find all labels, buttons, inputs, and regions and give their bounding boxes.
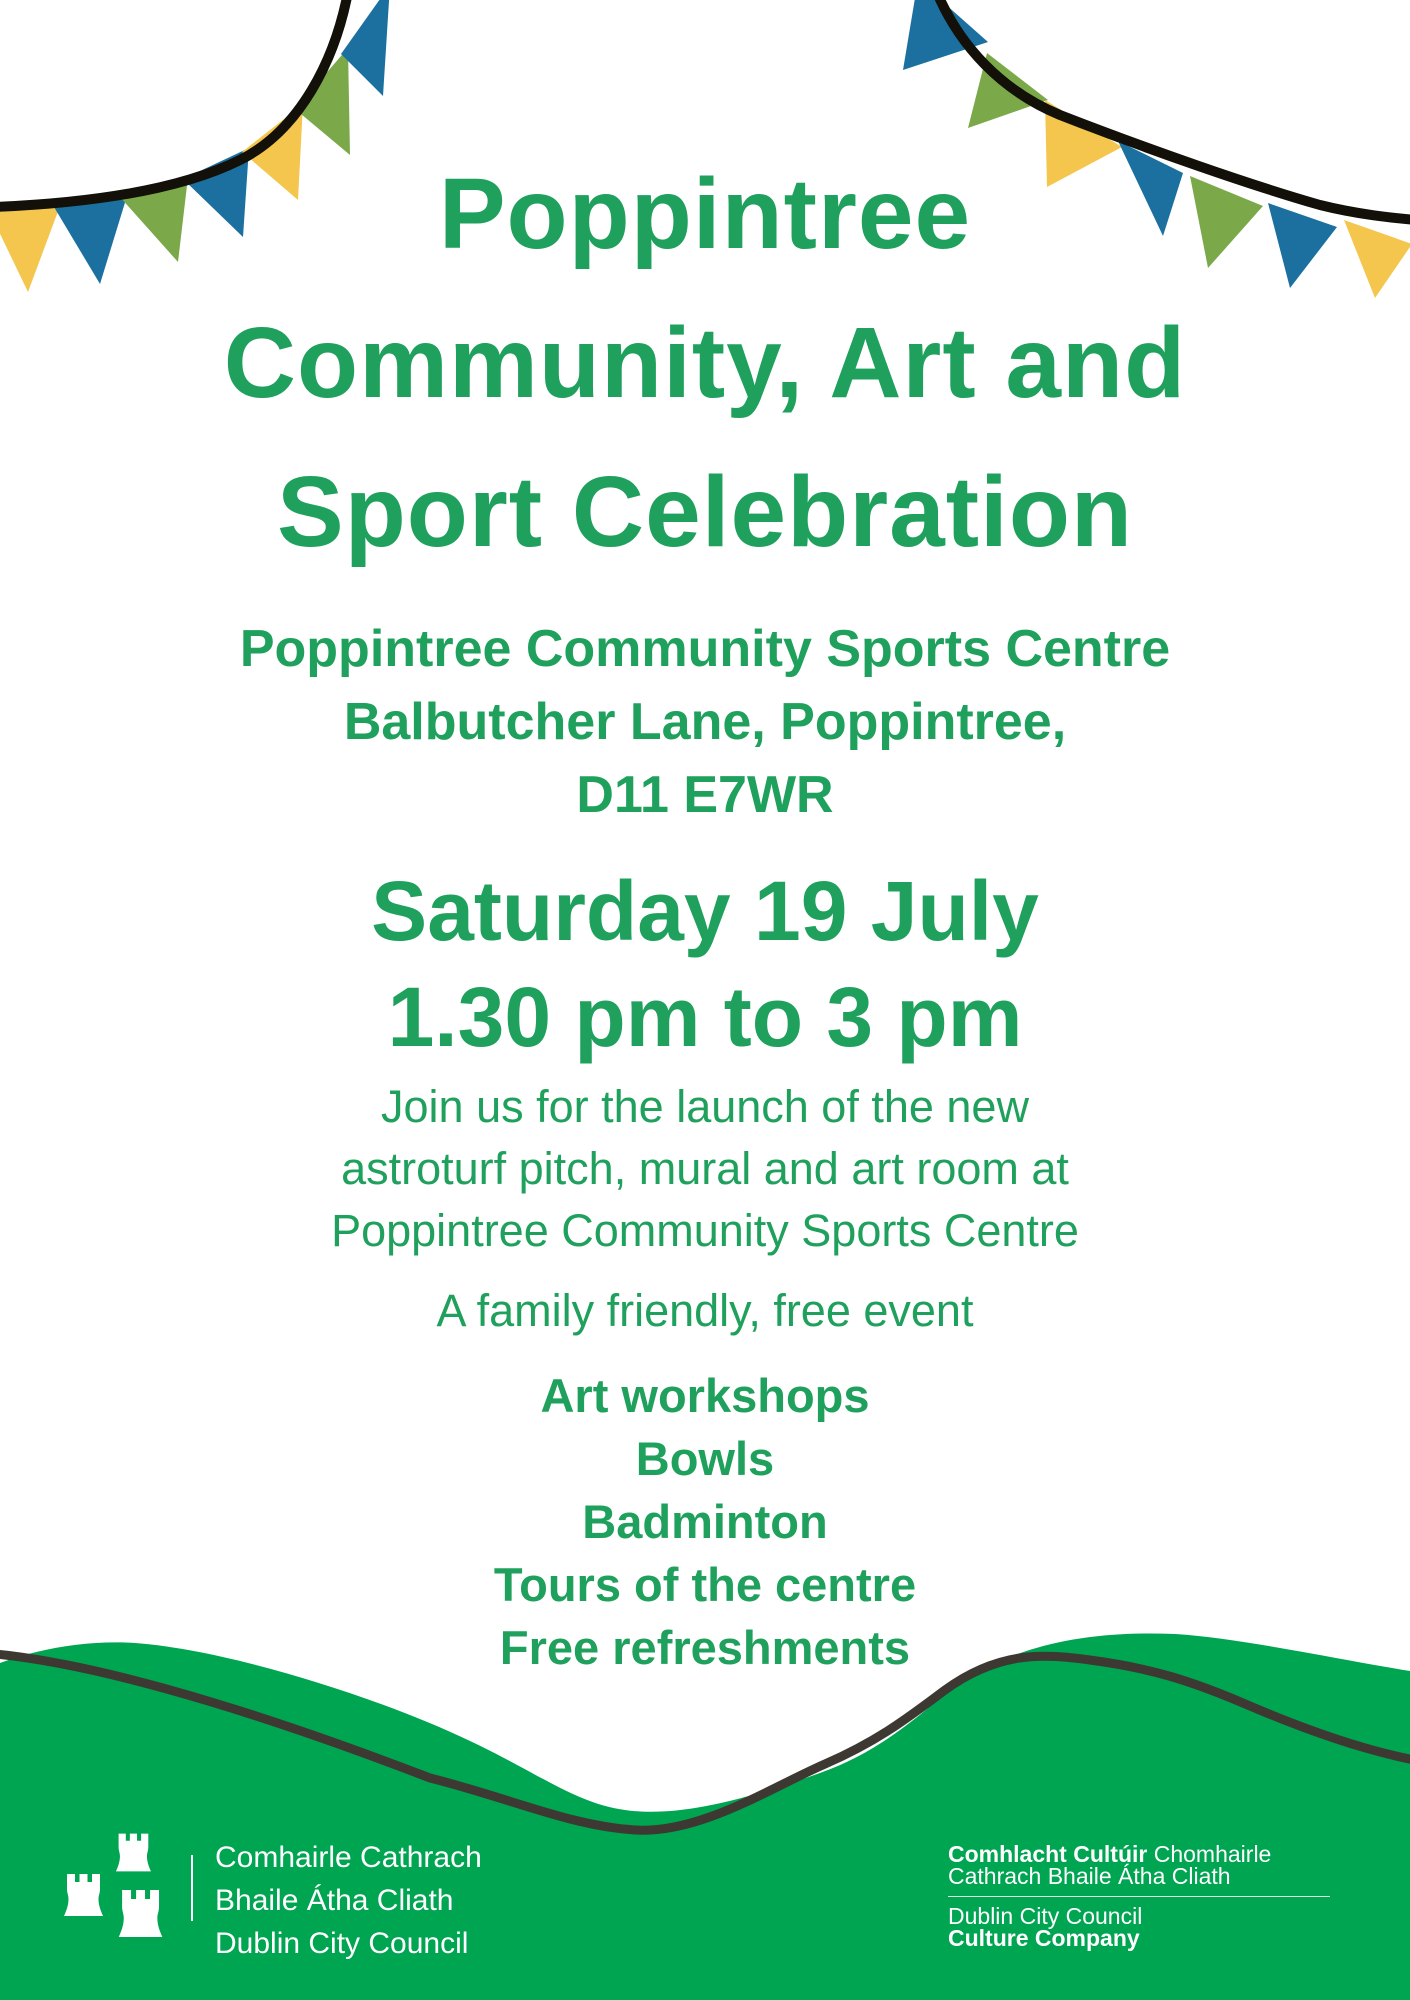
dublin-city-council-logo (63, 1832, 482, 1965)
title-line: Poppintree (438, 158, 972, 270)
description-line: Join us for the launch of the new (381, 1081, 1029, 1132)
venue-line: Balbutcher Lane, Poppintree, (343, 693, 1067, 751)
dublin-city-council-logo-text (215, 1836, 482, 1965)
castle-icon (115, 1890, 165, 1937)
culture-company-line (948, 1843, 1334, 1865)
description-line: astroturf pitch, mural and art room at (341, 1143, 1069, 1194)
description-line: Poppintree Community Sports Centre (331, 1205, 1079, 1256)
culture-company-line: Cathrach Bhaile Átha Cliath (948, 1863, 1231, 1889)
activity-item: Bowls (635, 1432, 775, 1485)
logo-divider (191, 1855, 193, 1921)
dcc-text-line: Bhaile Átha Cliath (215, 1884, 454, 1917)
culture-company-divider (948, 1896, 1330, 1897)
venue-line: Poppintree Community Sports Centre (239, 620, 1171, 678)
venue-address (0, 613, 1410, 832)
venue-line: D11 E7WR (576, 766, 834, 824)
page-title (0, 0, 1410, 587)
culture-company-logo (948, 1843, 1334, 1949)
title-line: Community, Art and (223, 307, 1187, 419)
event-description (0, 1076, 1410, 1262)
event-date-time (0, 858, 1410, 1070)
castle-icon (63, 1873, 103, 1917)
activity-item: Badminton (582, 1495, 828, 1548)
activity-item: Art workshops (540, 1369, 870, 1422)
title-line: Sport Celebration (277, 456, 1133, 568)
culture-company-line: Dublin City Council (948, 1903, 1143, 1929)
culture-company-line: Culture Company (948, 1925, 1140, 1951)
three-castles-icon (63, 1832, 165, 1938)
dcc-text-line: Comhairle Cathrach (215, 1841, 482, 1874)
event-date: Saturday 19 July (371, 864, 1039, 958)
dcc-text-line: Dublin City Council (215, 1927, 469, 1960)
culture-company-regular-text: Chomhairle (1147, 1841, 1272, 1867)
culture-company-bold-text: Comhlacht Cultúir (948, 1841, 1148, 1867)
castle-icon (115, 1832, 151, 1873)
activity-item: Tours of the centre (493, 1558, 917, 1611)
event-tagline: A family friendly, free event (436, 1285, 974, 1336)
activity-item: Free refreshments (499, 1621, 911, 1674)
event-time: 1.30 pm to 3 pm (387, 970, 1023, 1064)
